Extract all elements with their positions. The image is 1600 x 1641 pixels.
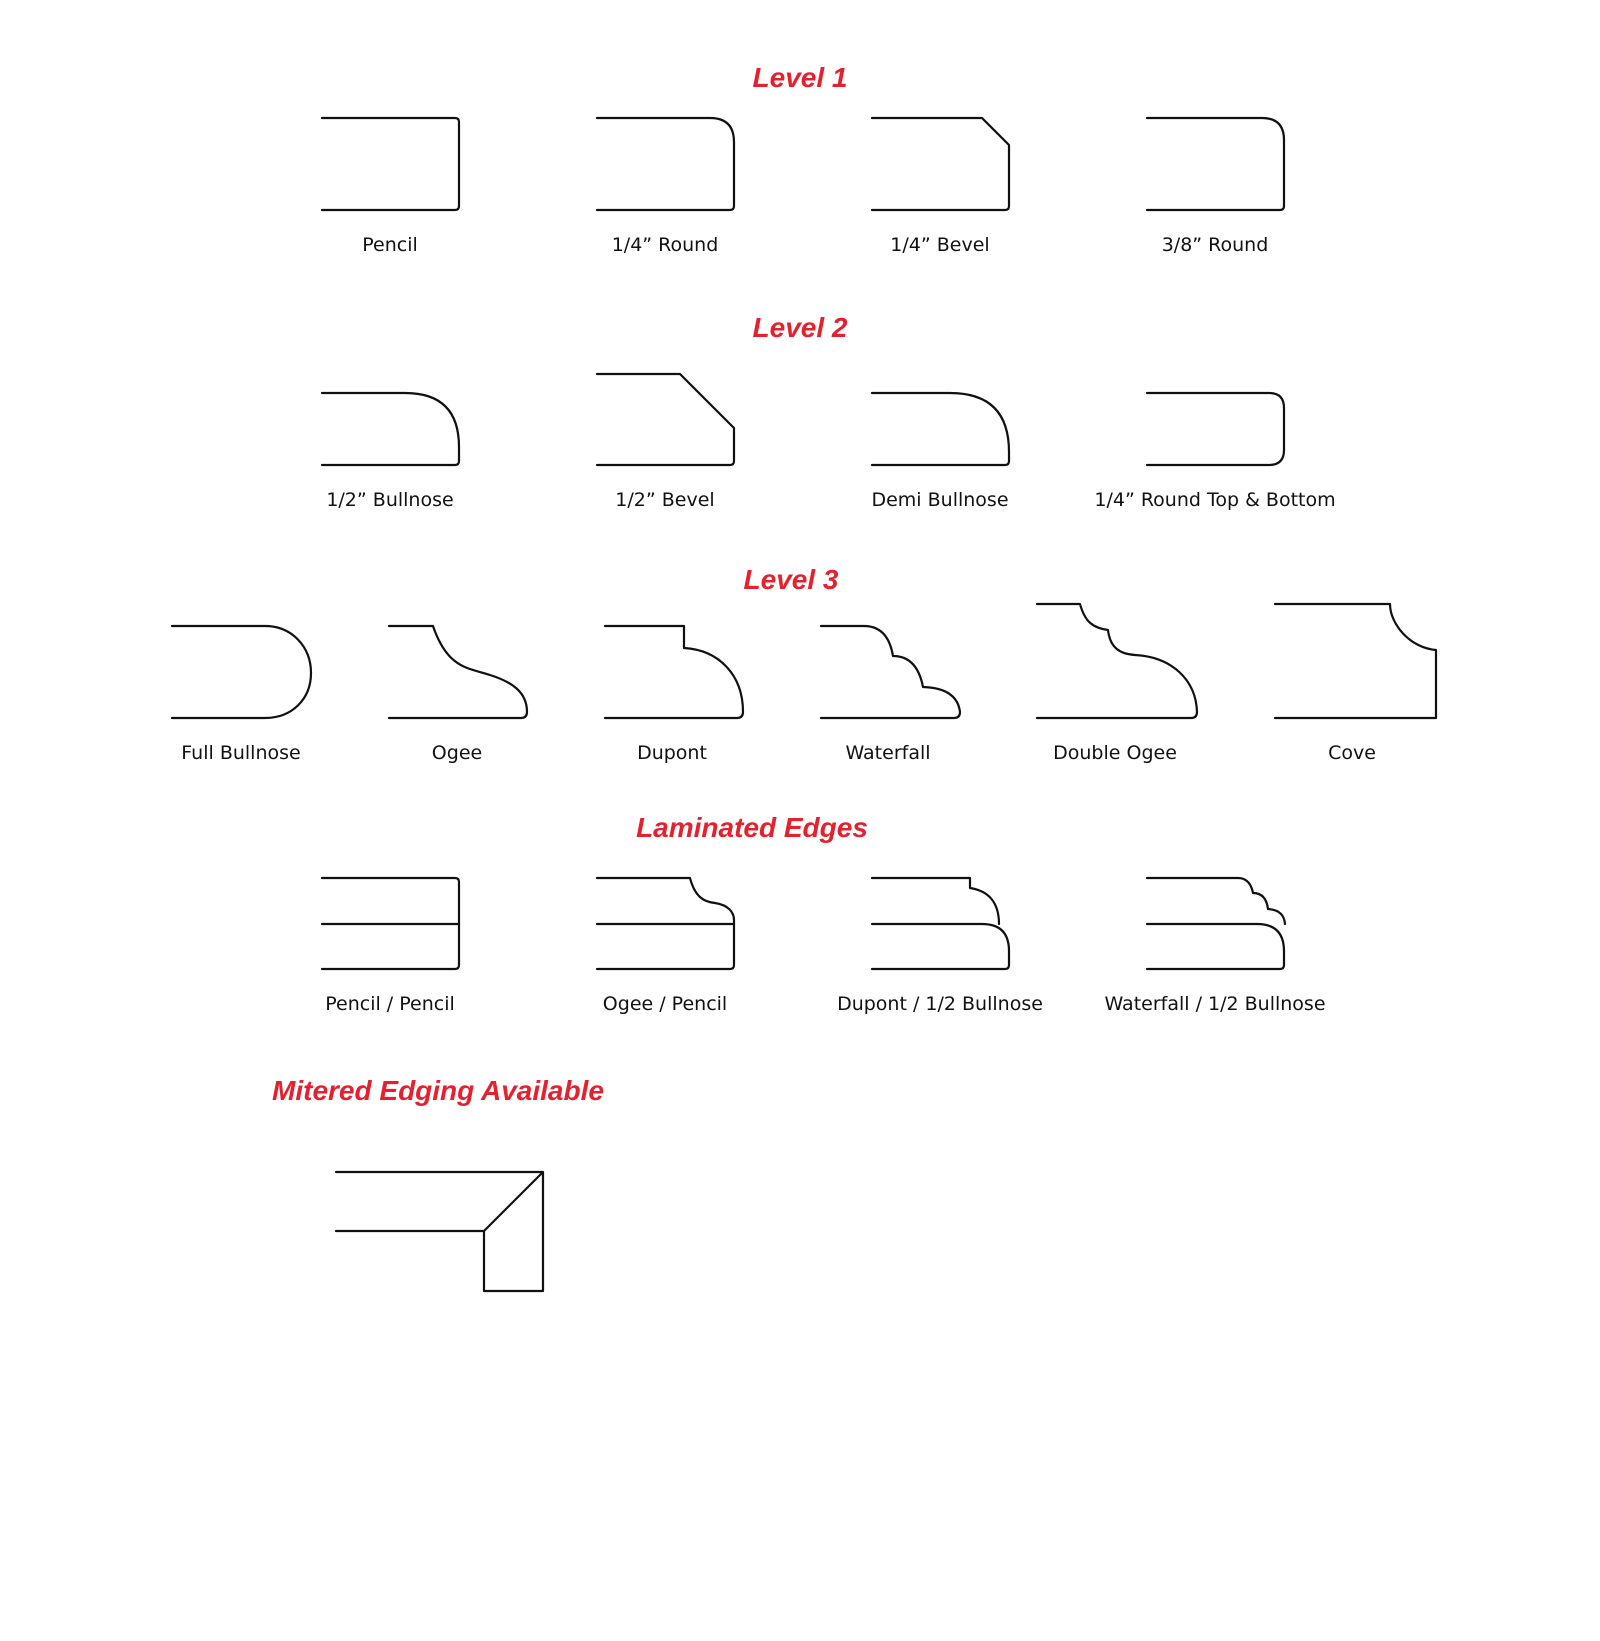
caption-demi-bullnose: Demi Bullnose [871, 489, 1009, 511]
profile-three-eighths-round [1147, 118, 1284, 210]
caption-double-ogee: Double Ogee [1053, 742, 1177, 764]
caption-waterfall-half-bullnose: Waterfall / 1/2 Bullnose [1104, 993, 1326, 1015]
profile-quarter-round-top-bottom [1147, 393, 1284, 465]
heading-mitered-edging: Mitered Edging Available [272, 1075, 604, 1106]
caption-three-eighths-round: 3/8” Round [1161, 234, 1269, 256]
profile-demi-bullnose [872, 393, 1009, 465]
caption-half-bevel: 1/2” Bevel [615, 489, 715, 511]
profile-pencil [322, 118, 459, 210]
profile-dupont [605, 626, 743, 718]
caption-ogee: Ogee [431, 742, 483, 764]
caption-dupont-half-bullnose: Dupont / 1/2 Bullnose [837, 993, 1043, 1015]
profile-half-bullnose [322, 393, 459, 465]
heading-level-1: Level 1 [752, 62, 848, 93]
caption-ogee-pencil: Ogee / Pencil [602, 993, 728, 1015]
caption-half-bullnose: 1/2” Bullnose [326, 489, 454, 511]
profile-half-bevel [597, 374, 734, 465]
profile-pencil-pencil [322, 878, 459, 969]
caption-pencil: Pencil [362, 234, 418, 256]
profile-ogee [389, 626, 527, 718]
caption-cove: Cove [1328, 742, 1376, 764]
profile-quarter-bevel [872, 118, 1009, 210]
caption-pencil-pencil: Pencil / Pencil [325, 993, 455, 1015]
caption-full-bullnose: Full Bullnose [181, 742, 301, 764]
heading-laminated-edges: Laminated Edges [636, 812, 868, 843]
profile-waterfall [821, 626, 960, 718]
caption-quarter-round: 1/4” Round [611, 234, 719, 256]
profile-double-ogee [1037, 604, 1197, 718]
profile-quarter-round [597, 118, 734, 210]
heading-level-2: Level 2 [752, 312, 848, 343]
caption-dupont: Dupont [637, 742, 707, 764]
profile-cove [1275, 604, 1436, 718]
caption-quarter-round-top-bottom: 1/4” Round Top & Bottom [1094, 489, 1336, 511]
profile-dupont-half-bullnose [872, 878, 1009, 969]
profile-mitered-edge [336, 1172, 543, 1291]
caption-waterfall: Waterfall [845, 742, 931, 764]
caption-quarter-bevel: 1/4” Bevel [890, 234, 990, 256]
profile-full-bullnose [172, 626, 311, 718]
profile-ogee-pencil [597, 878, 734, 969]
heading-level-3: Level 3 [743, 564, 839, 595]
profile-waterfall-half-bullnose [1147, 878, 1285, 969]
